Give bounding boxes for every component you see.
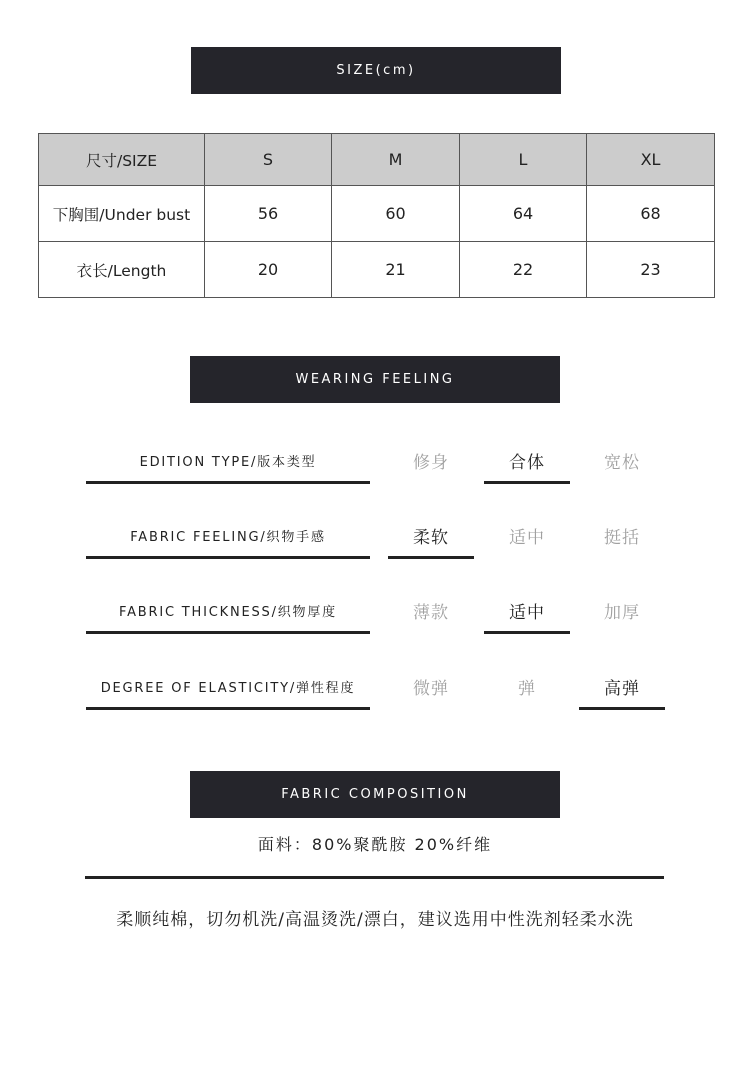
row-label: 衣长/Length [39,242,205,298]
feel-row-fabric-thickness [0,595,750,647]
header-cell-size: 尺寸/SIZE [39,134,205,186]
size-section-title: SIZE(cm) [191,47,561,94]
header-cell-m: M [332,134,460,186]
feel-label: DEGREE OF ELASTICITY/弹性程度 [100,680,356,696]
size-table [38,133,715,298]
section-divider [85,876,664,879]
selected-underline [579,707,665,710]
selected-underline [484,631,570,634]
option-stiff: 挺括 [604,527,640,548]
feel-row-fabric-feeling [0,520,750,572]
option-regular-selected: 合体 [509,452,545,473]
table-cell: 22 [460,242,587,298]
table-cell: 60 [332,186,460,242]
option-stretch: 弹 [518,678,536,699]
care-instructions: 柔顺纯棉，切勿机洗/高温烫洗/漂白，建议选用中性洗剂轻柔水洗 [116,909,634,930]
table-cell: 23 [587,242,715,298]
feel-row-edition-type [0,445,750,497]
selected-underline [388,556,474,559]
feel-label-underline [86,481,370,484]
feel-label: FABRIC THICKNESS/织物厚度 [119,604,337,620]
feel-label-underline [86,707,370,710]
table-cell: 64 [460,186,587,242]
header-cell-xl: XL [587,134,715,186]
fabric-composition-title: FABRIC COMPOSITION [190,771,560,818]
size-table-header [39,134,715,186]
selected-underline [484,481,570,484]
row-label: 下胸围/Under bust [39,186,205,242]
table-cell: 21 [332,242,460,298]
option-slight-stretch: 微弹 [413,678,449,699]
table-row-length [39,242,715,298]
feel-label: EDITION TYPE/版本类型 [139,454,317,470]
feel-label-underline [86,631,370,634]
option-thin: 薄款 [413,602,449,623]
header-cell-l: L [460,134,587,186]
feel-label-underline [86,556,370,559]
feel-row-elasticity [0,671,750,723]
header-cell-s: S [205,134,332,186]
table-cell: 20 [205,242,332,298]
fabric-composition-text: 面料：80%聚酰胺 20%纤维 [257,834,493,854]
option-high-stretch-selected: 高弹 [604,678,640,699]
table-cell: 56 [205,186,332,242]
option-loose: 宽松 [604,452,640,473]
option-thick: 加厚 [604,602,640,623]
option-slim: 修身 [413,452,449,473]
table-cell: 68 [587,186,715,242]
option-soft-selected: 柔软 [413,527,449,548]
option-medium-selected: 适中 [509,602,545,623]
wearing-feeling-title: WEARING FEELING [190,356,560,403]
feel-label: FABRIC FEELING/织物手感 [130,529,326,545]
table-row-under-bust [39,186,715,242]
option-moderate: 适中 [509,527,545,548]
